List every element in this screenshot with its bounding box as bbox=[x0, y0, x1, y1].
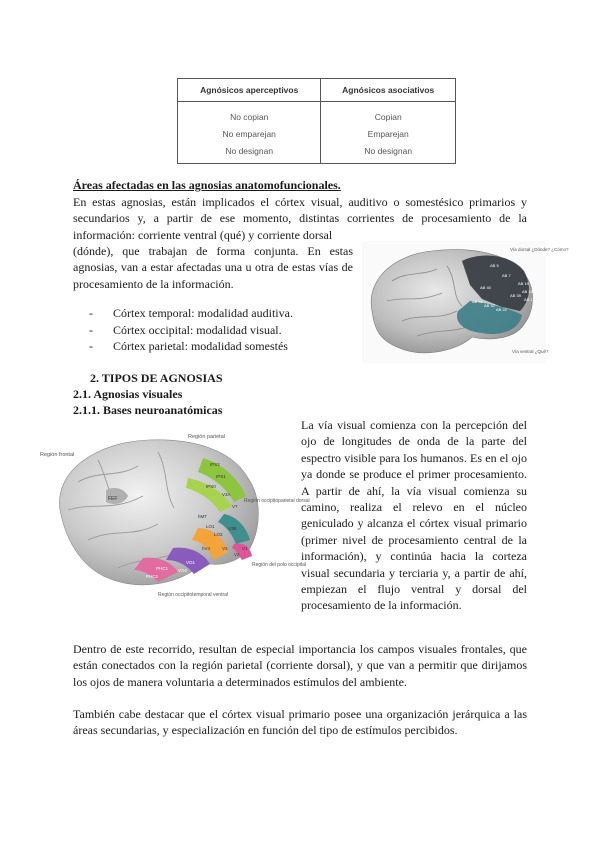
area-label: LO1 bbox=[206, 524, 215, 529]
area-label: PHC2 bbox=[146, 574, 159, 579]
paragraph: (dónde), que trabajan de forma conjunta. En estas agnosias, van a estar afectadas una u otra de estas vías de procesamiento de la información. bbox=[73, 244, 353, 291]
table-header: Agnósicos aperceptivos bbox=[178, 79, 321, 102]
area-label: VO2 bbox=[178, 568, 188, 573]
paragraph: También cabe destacar que el córtex visual primario posee una organización jerárquica a las áreas secundarias, y especialización en función del tipo de estímulos percibidos. bbox=[73, 707, 527, 738]
table-cell: Copian bbox=[321, 102, 456, 126]
area-label: V1 bbox=[242, 546, 248, 551]
paragraph: Dentro de este recorrido, resultan de especial importancia los campos visuales frontales, que están conectados con la región parietal (corriente dorsal), y que van a permitir que dirijamos los ojos de manera voluntaria a determinados estímulos del ambiente. bbox=[73, 642, 527, 689]
table-row bbox=[178, 142, 456, 164]
visual-areas-svg bbox=[38, 430, 310, 606]
paragraph: En estas agnosias, están implicados el córtex visual, auditivo o somestésico primarios y secundarios y, a partir de ese momento, distintas corrientes de procesamiento de la información: corriente ventral (qué) y corriente dorsal bbox=[73, 195, 527, 242]
table-cell: No emparejan bbox=[178, 125, 321, 142]
table-row bbox=[178, 102, 456, 126]
area-label: AB 18 bbox=[522, 289, 533, 294]
ventral-region-label: Región occipitotemporal ventral bbox=[158, 592, 229, 598]
area-label: V7 bbox=[232, 504, 238, 509]
table-cell: No designan bbox=[321, 142, 456, 164]
subsection-heading: 2.1.1. Bases neuroanatómicas bbox=[73, 403, 223, 417]
area-label: FEF bbox=[108, 496, 118, 502]
area-label: PHC1 bbox=[156, 566, 169, 571]
area-label: AB 41 bbox=[472, 299, 483, 304]
dorsal-stream-label: Vía dorsal ¿Dónde? ¿Cómo? bbox=[510, 247, 569, 252]
agnosia-comparison-table bbox=[177, 78, 456, 164]
occipitoparietal-region-label: Región occipitoparietal dorsal bbox=[244, 498, 310, 504]
area-label: LO2 bbox=[214, 532, 223, 537]
table-cell: No designan bbox=[178, 142, 321, 164]
list-item: - Córtex occipital: modalidad visual. bbox=[85, 322, 365, 339]
area-label: AB 19 bbox=[518, 281, 529, 286]
table-header: Agnósicos asociativos bbox=[321, 79, 456, 102]
subsection-heading: 2.1. Agnosias visuales bbox=[73, 387, 183, 401]
ventral-stream-label: Vía ventral ¿Qué? bbox=[512, 349, 549, 354]
list-item: - Córtex temporal: modalidad auditiva. bbox=[85, 305, 365, 322]
area-label: AB 39 bbox=[510, 293, 521, 298]
area-label: V3A bbox=[222, 492, 231, 497]
area-label: IPS0 bbox=[206, 484, 216, 489]
occipital-pole-label: Región del polo occipital bbox=[252, 562, 307, 568]
area-label: V2 bbox=[234, 552, 240, 557]
table-cell: Emparejan bbox=[321, 125, 456, 142]
area-label: AB 7 bbox=[502, 273, 511, 278]
list-item: - Córtex parietal: modalidad somestés bbox=[85, 338, 365, 355]
area-label: VO1 bbox=[186, 560, 196, 565]
area-label: AB 40 bbox=[480, 285, 491, 290]
brain-streams-svg bbox=[362, 241, 569, 363]
area-label: hV4 bbox=[202, 546, 211, 551]
area-label: AB 42 bbox=[484, 303, 495, 308]
visual-areas-figure bbox=[38, 430, 310, 606]
area-label: AB 22 bbox=[496, 307, 507, 312]
frontal-region-label: Región frontal bbox=[40, 452, 75, 458]
area-label: IPS2 bbox=[210, 462, 220, 467]
area-label: AB 17 bbox=[524, 297, 535, 302]
table-row bbox=[178, 125, 456, 142]
parietal-region-label: Región parietal bbox=[188, 434, 225, 440]
area-label: V3B bbox=[228, 526, 237, 531]
table-cell: No copian bbox=[178, 102, 321, 126]
area-label: V3 bbox=[222, 546, 228, 551]
area-label: hMT bbox=[198, 514, 207, 519]
paragraph: La vía visual comienza con la percepción del ojo de longitudes de onda de la parte del espectro visible para los humanos. Es en el ojo ya donde se produce el primer procesamiento. A partir de ahí, la vía visual comienza su camino, realiza el relevo en el núcleo geniculado y alcanza el córtex visual primario (primer nivel de procesamiento central de la información), y continúa hacia la corteza visual secundaria y terciaria y, a partir de ahí, empiezan el flujo ventral y dorsal del procesamiento de la información. bbox=[301, 418, 527, 613]
area-label: AB 5 bbox=[490, 263, 499, 268]
brain-streams-figure bbox=[362, 241, 569, 363]
modality-list bbox=[85, 305, 365, 355]
area-label: IPS1 bbox=[216, 474, 226, 479]
section-heading: 2. TIPOS DE AGNOSIAS bbox=[90, 371, 223, 385]
section-title: Áreas afectadas en las agnosias anatomofuncionales. bbox=[73, 178, 341, 192]
